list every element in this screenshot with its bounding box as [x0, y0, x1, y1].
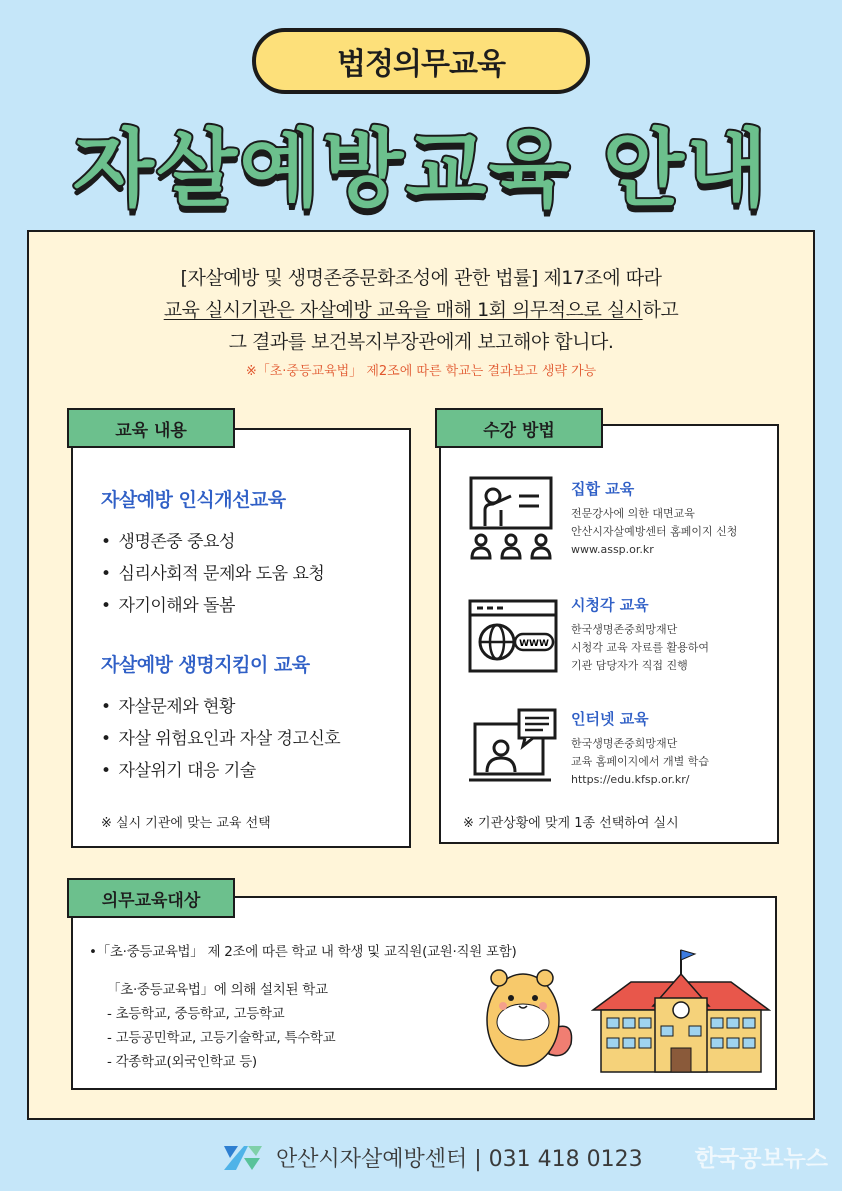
content-tag: 교육 내용 — [67, 408, 235, 448]
method-desc: 안산시자살예방센터 홈페이지 신청 — [571, 525, 738, 538]
watermark: 한국공보뉴스 — [694, 1146, 828, 1172]
intro-text — [29, 262, 813, 379]
main-panel — [27, 230, 815, 1120]
section2-title: 자살예방 생명지킴이 교육 — [101, 654, 310, 676]
content-note: ※ 실시 기관에 맞는 교육 선택 — [101, 816, 271, 831]
intro-line-2 — [29, 294, 813, 326]
method-url: https://edu.kfsp.or.kr/ — [571, 773, 690, 786]
footer — [222, 1142, 643, 1172]
methods-box — [439, 424, 779, 844]
mascot-illustration — [479, 948, 579, 1068]
page-title: 자살예방교육 안내 — [72, 120, 770, 218]
method-title: 집합 교육 — [571, 480, 635, 498]
target-tag: 의무교육대상 — [67, 878, 235, 918]
method-title: 시청각 교육 — [571, 596, 649, 614]
badge-legal-mandatory: 법정의무교육 — [252, 28, 590, 94]
list-item: - 고등공민학교, 고등기술학교, 특수학교 — [107, 1030, 336, 1046]
intro-line-2-underlined: 교육 실시기관은 자살예방 교육을 매해 1회 의무적으로 실시 — [163, 299, 643, 321]
method-desc: 기관 담당자가 직접 진행 — [571, 659, 688, 672]
method-desc: 시청각 교육 자료를 활용하여 — [571, 641, 710, 654]
method-desc: 한국생명존중희망재단 — [571, 737, 678, 750]
method-desc: 한국생명존중희망재단 — [571, 623, 678, 636]
footer-org: 안산시자살예방센터 | 031 418 0123 — [276, 1146, 643, 1172]
methods-note: ※ 기관상황에 맞게 1종 선택하여 실시 — [463, 816, 679, 831]
intro-note: ※「초·중등교육법」 제2조에 따른 학교는 결과보고 생략 가능 — [245, 364, 597, 379]
list-item: • 심리사회적 문제와 도움 요청 — [101, 559, 324, 584]
intro-line-1: [자살예방 및 생명존중문화조성에 관한 법률] 제17조에 따라 — [180, 267, 662, 289]
list-item: - 초등학교, 중등학교, 고등학교 — [107, 1006, 285, 1022]
center-logo-icon — [222, 1142, 264, 1172]
method-title: 인터넷 교육 — [571, 710, 649, 728]
method-url: www.assp.or.kr — [571, 543, 654, 556]
web-browser-icon — [467, 598, 559, 674]
svg-text:WWW: WWW — [519, 639, 549, 649]
content-box — [71, 428, 411, 848]
method-item — [571, 708, 709, 789]
list-item: • 자기이해와 돌봄 — [101, 591, 235, 616]
method-item — [571, 478, 737, 559]
method-desc: 전문강사에 의한 대면교육 — [571, 507, 695, 520]
target-main: •「초·중등교육법」 제 2조에 따른 학교 내 학생 및 교직원(교원·직원 포함) — [89, 944, 517, 960]
list-item: • 자살 위험요인과 자살 경고신호 — [101, 724, 340, 749]
method-item — [571, 594, 709, 675]
presentation-icon — [467, 474, 555, 562]
school-building-illustration — [591, 946, 771, 1076]
section1-title: 자살예방 인식개선교육 — [101, 489, 286, 511]
list-item: • 생명존중 중요성 — [101, 527, 235, 552]
target-subtitle: 「초·중등교육법」에 의해 설치된 학교 — [107, 982, 328, 998]
list-item: • 자살문제와 현황 — [101, 692, 235, 717]
intro-line-3: 그 결과를 보건복지부장관에게 보고해야 합니다. — [228, 331, 614, 353]
online-class-icon — [467, 708, 559, 788]
method-desc: 교육 홈페이지에서 개별 학습 — [571, 755, 710, 768]
list-item: • 자살위기 대응 기술 — [101, 756, 256, 781]
list-item: - 각종학교(외국인학교 등) — [107, 1054, 257, 1070]
methods-tag: 수강 방법 — [435, 408, 603, 448]
intro-line-2-rest: 하고 — [642, 299, 679, 321]
target-box — [71, 896, 777, 1090]
